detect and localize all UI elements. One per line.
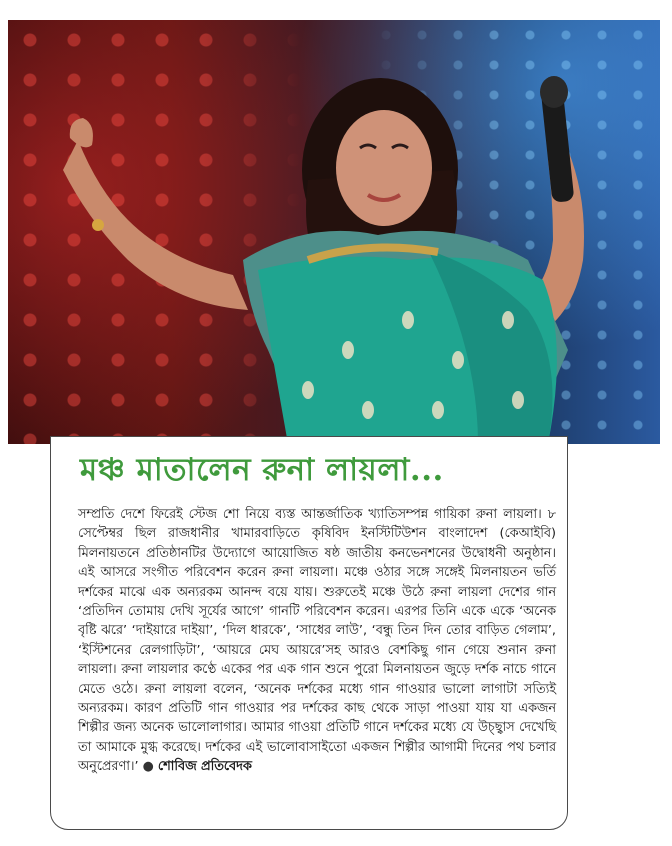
- byline-bullet-icon: ●: [142, 759, 154, 775]
- article-byline: শোবিজ প্রতিবেদক: [157, 759, 252, 775]
- singer-figure: [8, 20, 660, 444]
- article-headline: মঞ্চ মাতালেন রুনা লায়লা...: [80, 452, 444, 488]
- article-photo: [8, 20, 660, 444]
- article-body: [78, 505, 556, 777]
- article-body-text: সম্প্রতি দেশে ফিরেই স্টেজ শো নিয়ে ব্যস্ত আন্তর্জাতিক খ্যাতিসম্পন্ন গায়িকা রুনা লায়লা। ৮ সেপ্টেম্বর ছিল রাজধানীর খামারবাড়িতে কৃষিবিদ ইনস্টিটিউশন বাংলাদেশ (কেআইবি) মিলনায়তনে প্রতিষ্ঠানটির উদ্যোগে আয়োজিত ষষ্ঠ জাতীয় কনভেনশনের উদ্বোধনী অনুষ্ঠান। এই আসরে সংগীত পরিবেশন করেন রুনা লায়লা। মঞ্চে ওঠার সঙ্গে সঙ্গেই মিলনায়তন ভর্তি দর্শকের মাঝে এক অন্যরকম আনন্দ বয়ে যায়। শুরুতেই মঞ্চে উঠে রুনা লায়লা দেশের গান ‘প্রতিদিন তোমায় দেখি সূর্যের আগে’ গানটি পরিবেশন করেন। এরপর তিনি একে একে ‘অনেক বৃষ্টি ঝরে’ ‘দাইয়ারে দাইয়া’, ‘দিল ধারকে’, ‘সাধের লাউ’, ‘বন্ধু তিন দিন তোর বাড়িত গেলাম’, ‘ইস্টিশনের রেলগাড়িটা’, ‘আয়রে মেঘ আয়রে’সহ আরও বেশকিছু গান গেয়ে শুনান রুনা লায়লা। রুনা লায়লার কণ্ঠে একের পর এক গান শুনে পুরো মিলনায়তন জুড়ে দর্শক নাচে গানে মেতে ওঠে। রুনা লায়লা বলেন, ‘অনেক দর্শকের মধ্যে গান গাওয়ার ভালো লাগাটা সত্যিই অন্যরকম। কারণ প্রতিটি গান গাওয়ার পর দর্শকের কাছ থেকে সাড়া পাওয়া যায় যা একজন শিল্পীর জন্য অনেক ভালোলাগার। আমার গাওয়া প্রতিটি গানে দর্শকের মধ্যে যে উচ্ছ্বাস দেখেছি তা আমাকে মুগ্ধ করেছে। দর্শকের এই ভালোবাসাইতো একজন শিল্পীর আগামী দিনের পথ চলার অনুপ্রেরণা।’: [78, 507, 556, 775]
